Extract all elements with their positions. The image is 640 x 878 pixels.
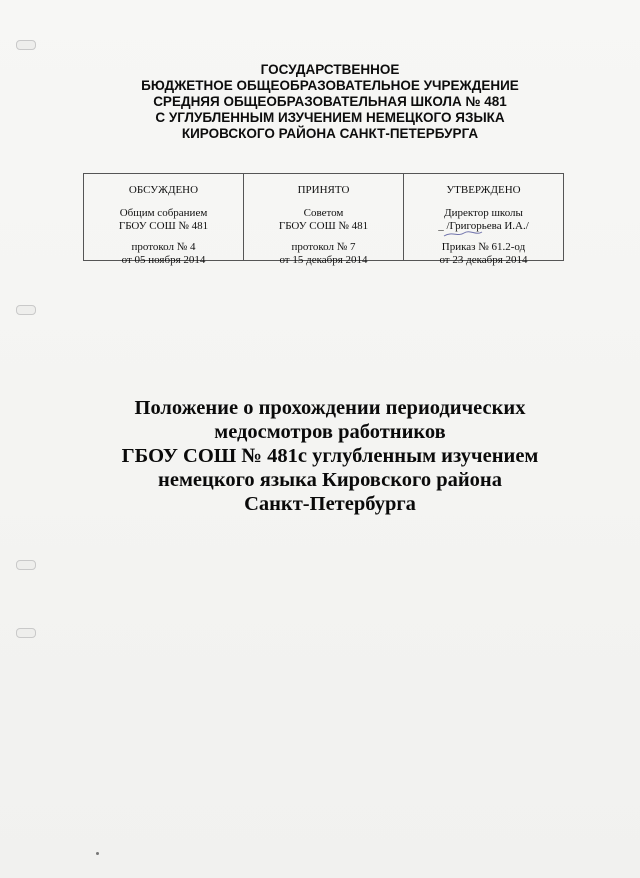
reverse-side-bleedthrough (78, 70, 588, 621)
approved-line: Директор школы (444, 207, 523, 219)
accepted-box (243, 173, 404, 266)
approved-caption: УТВЕРЖДЕНО (446, 184, 521, 196)
signature-icon (442, 230, 522, 238)
binder-hole (16, 628, 36, 638)
header-line: СРЕДНЯЯ ОБЩЕОБРАЗОВАТЕЛЬНАЯ ШКОЛА № 481 (153, 94, 507, 109)
title-line: немецкого языка Кировского района (158, 469, 502, 491)
binder-hole (16, 305, 36, 315)
approved-box (403, 173, 564, 266)
accepted-line: ГБОУ СОШ № 481 (278, 220, 369, 232)
header-line: С УГЛУБЛЕННЫМ ИЗУЧЕНИЕМ НЕМЕЦКОГО ЯЗЫКА (155, 110, 505, 125)
accepted-line: протокол № 7 (291, 241, 356, 253)
discussed-line: протокол № 4 (131, 241, 196, 253)
header-line: БЮДЖЕТНОЕ ОБЩЕОБРАЗОВАТЕЛЬНОЕ УЧРЕЖДЕНИЕ (141, 78, 519, 93)
accepted-caption: ПРИНЯТО (297, 184, 350, 196)
document-title (80, 396, 580, 516)
discussed-line: ГБОУ СОШ № 481 (118, 220, 209, 232)
approval-boxes (83, 173, 563, 266)
binder-hole (16, 40, 36, 50)
institution-header (60, 62, 600, 142)
discussed-box (83, 173, 244, 266)
ink-speck (96, 852, 99, 855)
discussed-line: Общим собранием (119, 207, 208, 219)
header-line: ГОСУДАРСТВЕННОЕ (260, 62, 400, 77)
title-line: Санкт-Петербурга (244, 493, 416, 515)
discussed-caption: ОБСУЖДЕНО (128, 184, 199, 196)
title-line: Положение о прохождении периодических (134, 397, 526, 419)
header-line: КИРОВСКОГО РАЙОНА САНКТ-ПЕТЕРБУРГА (181, 126, 479, 141)
approved-line: _ /Григорьева И.А./ (438, 220, 529, 232)
binder-margin (16, 0, 36, 878)
approved-line: Приказ № 61.2-од (441, 241, 526, 253)
approved-line: от 23 декабря 2014 (439, 254, 528, 266)
accepted-line: Советом (303, 207, 344, 219)
discussed-line: от 05 ноября 2014 (121, 254, 206, 266)
title-line: медосмотров работников (214, 421, 446, 443)
title-line: ГБОУ СОШ № 481с углубленным изучением (121, 445, 539, 467)
binder-hole (16, 560, 36, 570)
accepted-line: от 15 декабря 2014 (279, 254, 368, 266)
